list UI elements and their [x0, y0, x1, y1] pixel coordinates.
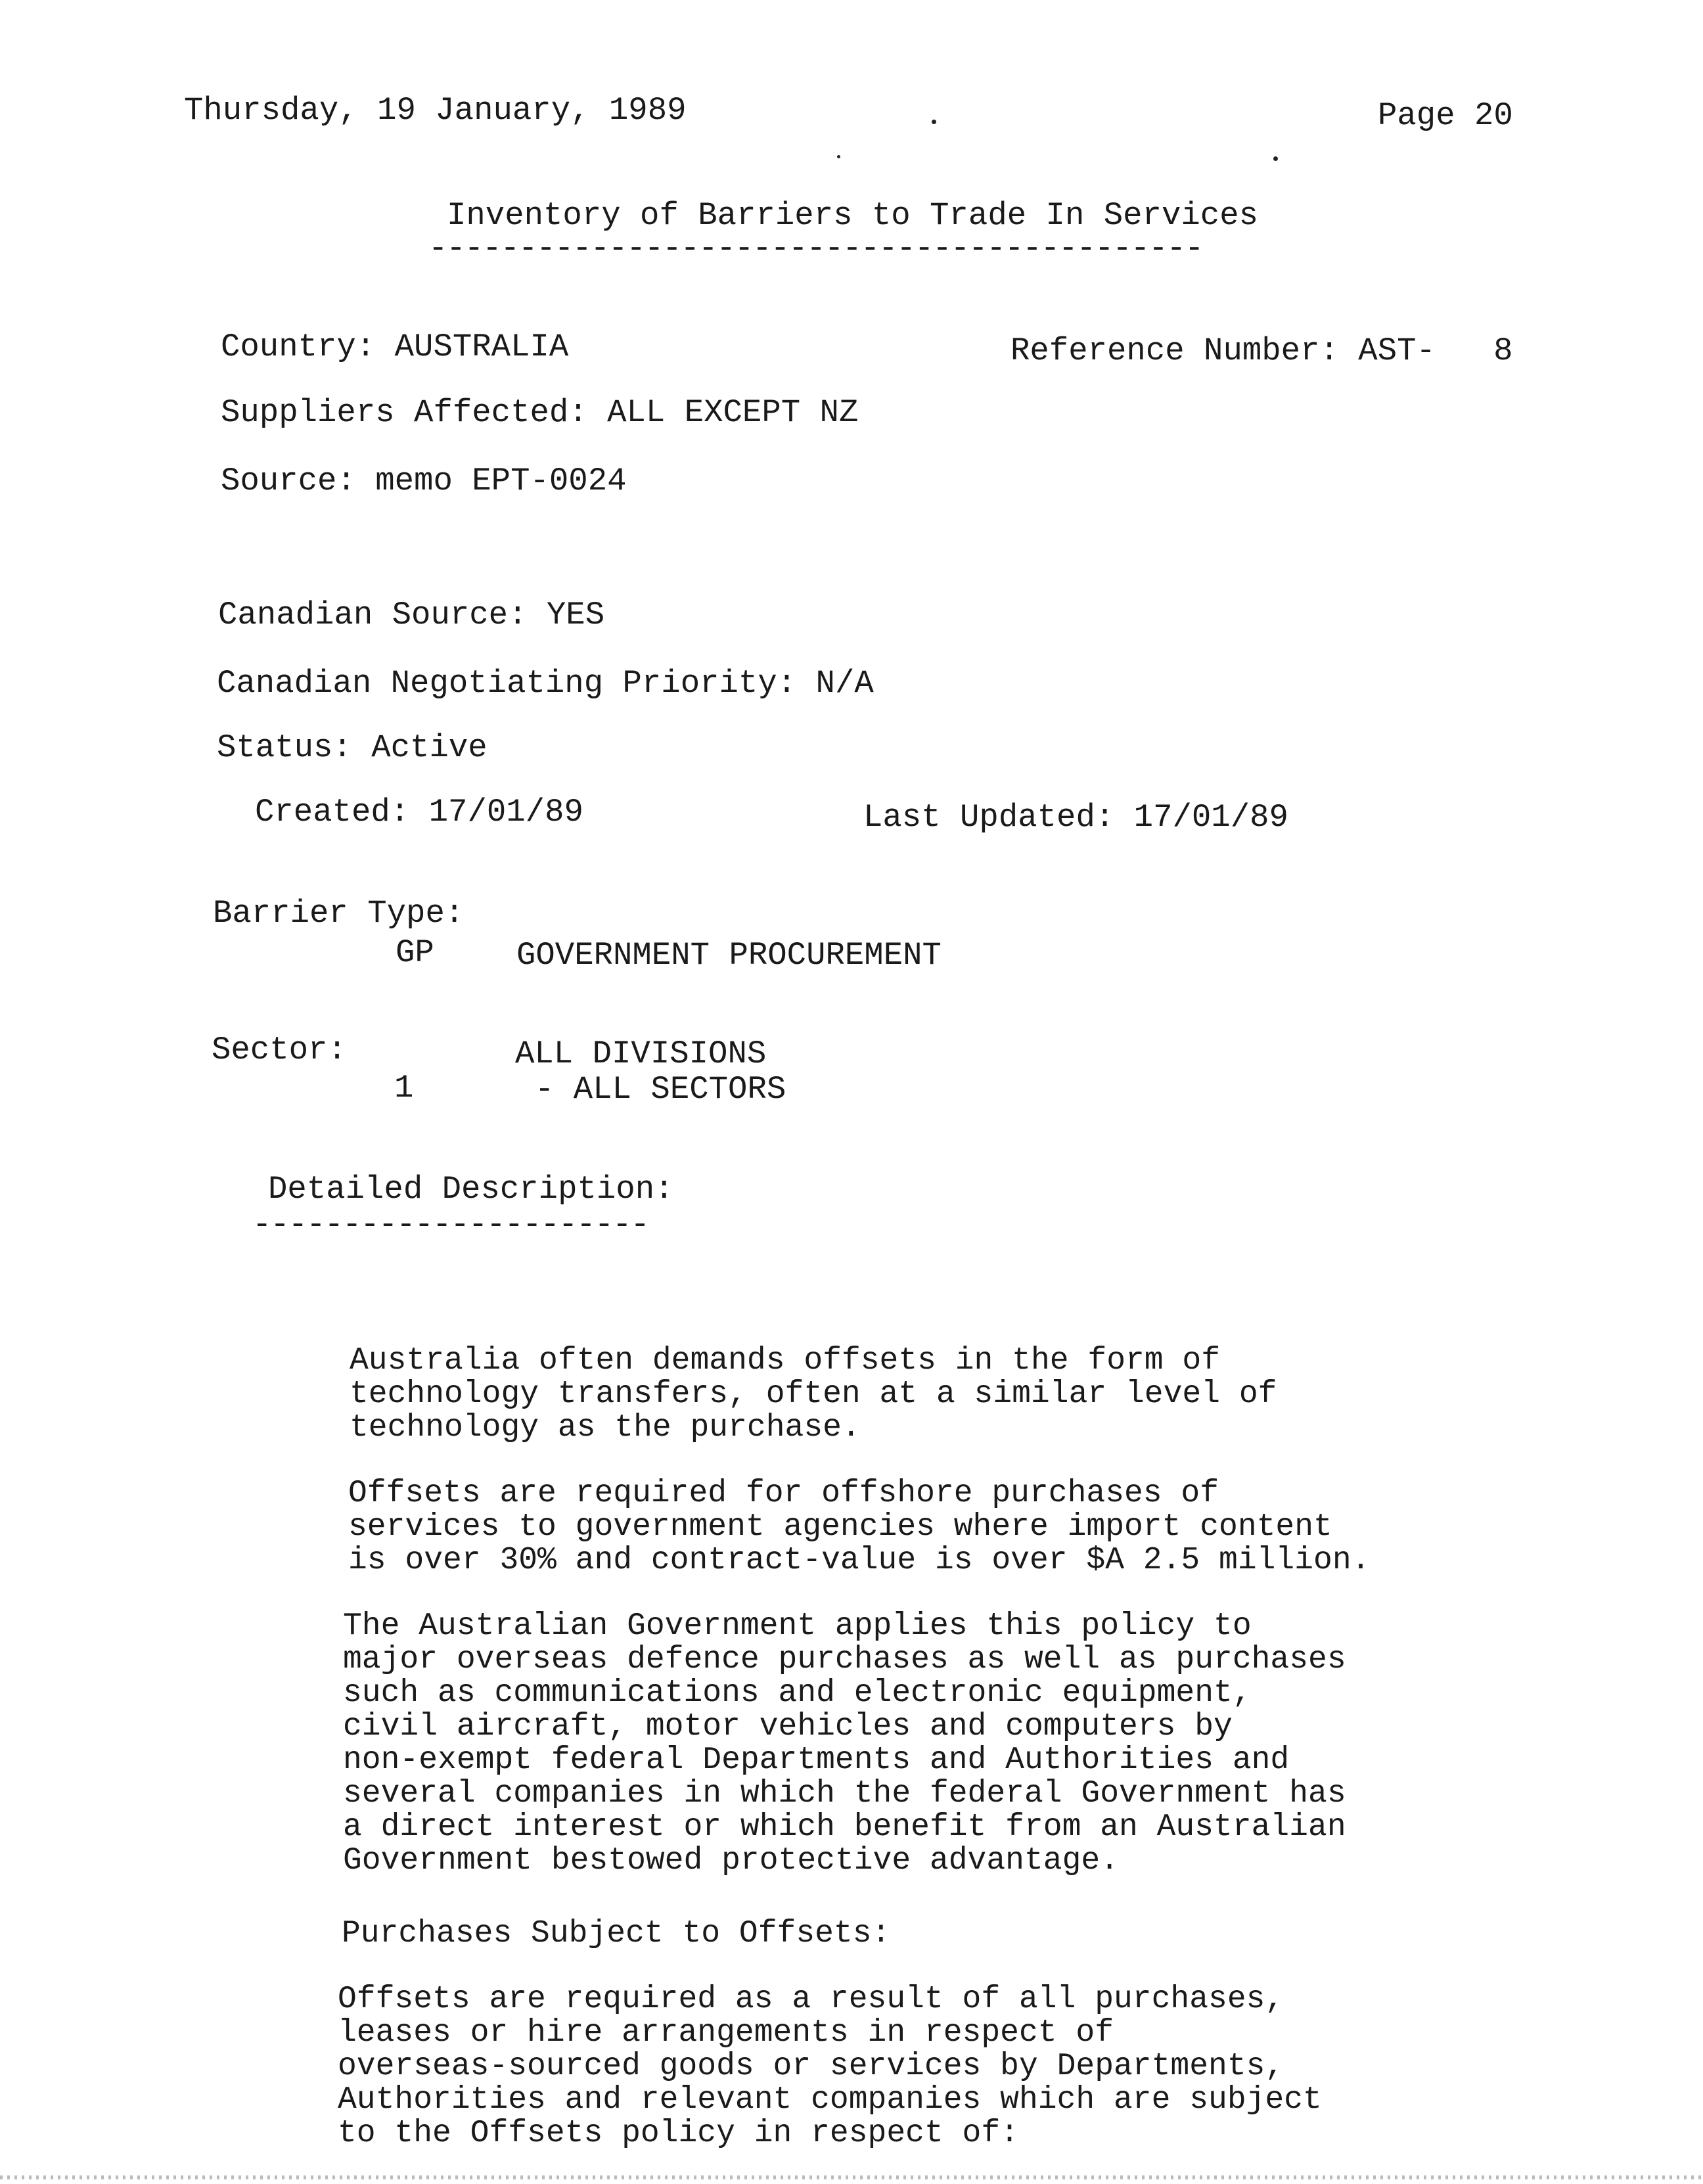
description-paragraph-1: Australia often demands offsets in the form of technology transfers, often at a similar level of technology as the purchase. — [350, 1343, 1277, 1445]
suppliers-affected-field: Suppliers Affected: ALL EXCEPT NZ — [221, 394, 859, 431]
report-date: Thursday, 19 January, 1989 — [184, 92, 687, 129]
scan-speck — [837, 155, 840, 158]
description-paragraph-4: Offsets are required as a result of all purchases, leases or hire arrangements in respect of overseas-sourced goods or services by Departments, Authorities and relevant companies which are subject to the Offsets policy in respect of: — [338, 1982, 1322, 2151]
document-title: Inventory of Barriers to Trade In Services — [447, 197, 1259, 234]
description-underline: ---------------------- — [252, 1206, 648, 1243]
negotiating-priority-field: Canadian Negotiating Priority: N/A — [217, 665, 874, 702]
sector-name: - ALL SECTORS — [535, 1071, 786, 1108]
created-date-field: Created: 17/01/89 — [255, 794, 583, 830]
barrier-type-label: Barrier Type: — [213, 895, 465, 932]
reference-number-field: Reference Number: AST- 8 — [1010, 332, 1513, 369]
last-updated-field: Last Updated: 17/01/89 — [863, 799, 1288, 836]
scan-speck — [1273, 156, 1278, 161]
barrier-type-code: GP — [396, 934, 434, 971]
status-field: Status: Active — [217, 729, 488, 766]
barrier-type-name: GOVERNMENT PROCUREMENT — [516, 937, 942, 974]
source-field: Source: memo EPT-0024 — [221, 463, 627, 499]
title-underline: ------------------------------------------- — [428, 230, 1203, 267]
scan-bottom-edge — [0, 2175, 1703, 2179]
sector-code: 1 — [394, 1070, 414, 1106]
offsets-subheading: Purchases Subject to Offsets: — [342, 1916, 891, 1951]
description-heading: Detailed Description: — [268, 1171, 674, 1208]
sector-label: Sector: — [212, 1032, 347, 1068]
description-paragraph-3: The Australian Government applies this policy to major overseas defence purchases as well as purchases such as communications and electronic equipment, civil aircraft, motor vehicles and computers by non-exempt federal Departments and Authorities and several companies in which the federal Government has a direct interest or which benefit from an Australian Government bestowed protective advantage. — [343, 1608, 1346, 1878]
sector-division: ALL DIVISIONS — [515, 1035, 767, 1072]
canadian-source-field: Canadian Source: YES — [218, 597, 605, 633]
scan-speck — [932, 120, 936, 124]
page-number: Page 20 — [1378, 97, 1513, 134]
country-field: Country: AUSTRALIA — [221, 329, 569, 365]
description-paragraph-2: Offsets are required for offshore purchases of services to government agencies where import content is over 30% and contract-value is over $A 2.5 million. — [348, 1476, 1371, 1578]
